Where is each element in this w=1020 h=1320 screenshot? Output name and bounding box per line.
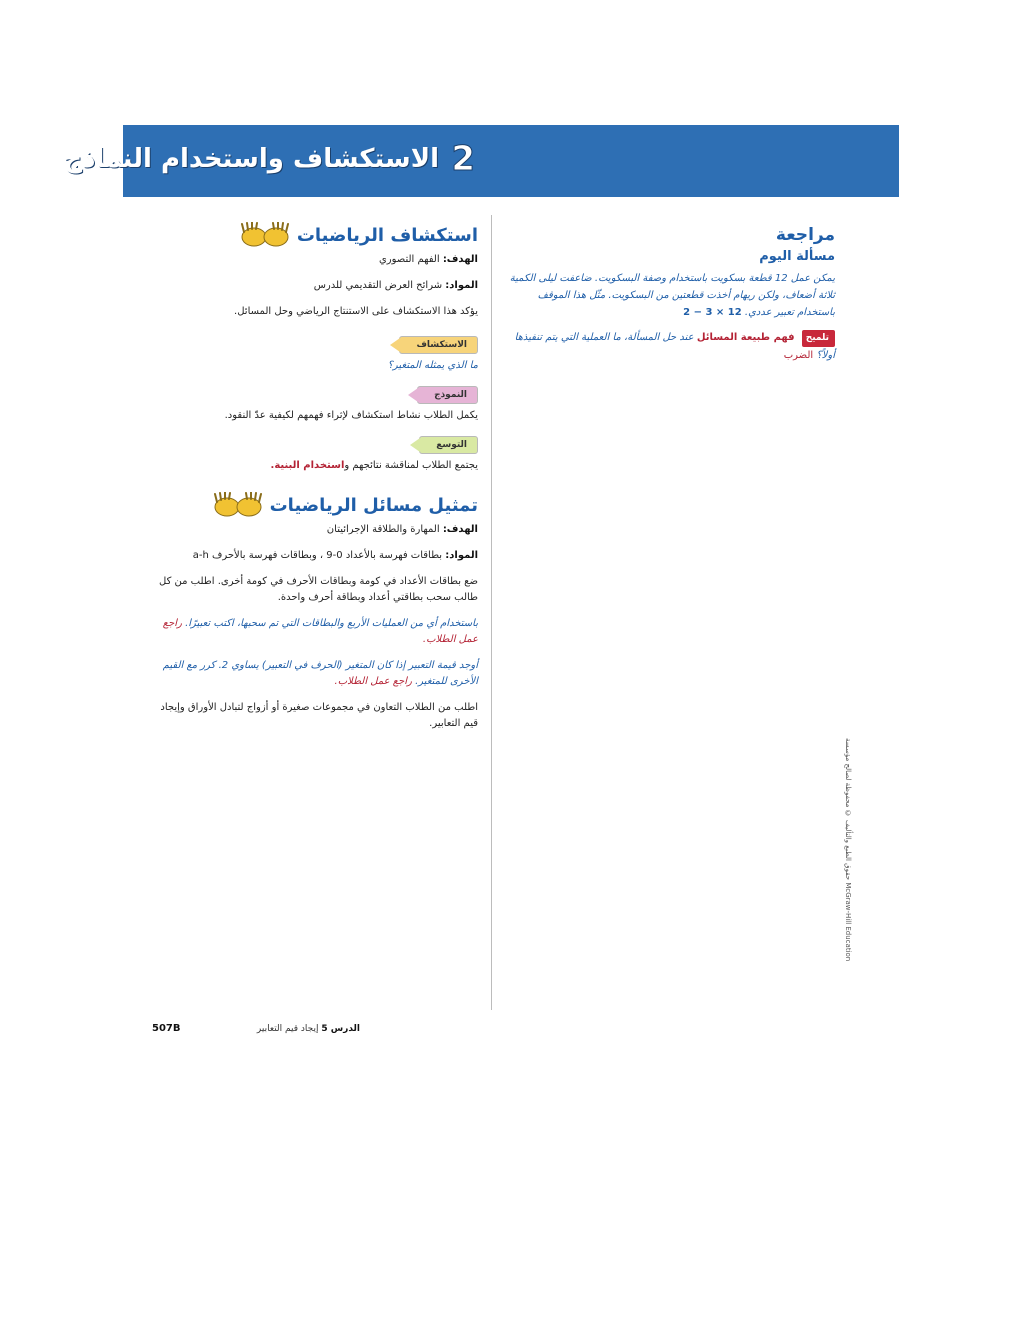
review-heading: مراجعة bbox=[775, 225, 835, 245]
extend-highlight: استخدام البنية. bbox=[270, 460, 345, 471]
review-column bbox=[505, 225, 835, 364]
p2-answer: راجع عمل الطلاب. bbox=[162, 618, 478, 645]
title-banner bbox=[63, 125, 899, 197]
tab-model: النموذج bbox=[417, 386, 478, 404]
explore-goal bbox=[150, 252, 478, 268]
explore-materials bbox=[150, 278, 478, 294]
explore-heading-row bbox=[150, 222, 478, 248]
explore-question: ما الذي يمثله المتغير؟ bbox=[387, 360, 478, 371]
tip-text: عند حل المسألة، ما العملية التي يتم تنفيذها أولاً؟ bbox=[514, 332, 835, 361]
p3-answer: راجع عمل الطلاب. bbox=[334, 676, 412, 687]
tab-extend: التوسع bbox=[419, 436, 478, 454]
goal-value: الفهم التصوري bbox=[378, 254, 440, 265]
page-title: الاستكشاف واستخدام النماذج bbox=[63, 144, 439, 174]
represent-heading: تمثيل مسائل الرياضيات bbox=[269, 494, 478, 516]
footer-lesson: الدرس 5 bbox=[321, 1024, 360, 1034]
page-number: 507B bbox=[152, 1023, 181, 1034]
footer-title: إيجاد قيم التعابير bbox=[256, 1024, 319, 1034]
goal-label: الهدف: bbox=[442, 254, 478, 265]
tip-label: فهم طبيعة المسائل bbox=[696, 332, 795, 343]
activities-column bbox=[150, 222, 478, 732]
chapter-number: 2 bbox=[451, 139, 475, 179]
represent-goal: الهدف: المهارة والطلاقة الإجرائيتان bbox=[326, 524, 478, 535]
represent-p1: ضع بطاقات الأعداد في كومة وبطاقات الأحرف في كومة أخرى. اطلب من كل طالب سحب بطاقتي أعداد وبطاقة أحرف واحدة. bbox=[159, 576, 478, 603]
hands-icon bbox=[212, 492, 264, 518]
represent-p3: أوجد قيمة التعبير إذا كان المتغير (الحرف في التعبير) يساوي 2. كرر مع القيم الأخرى للمتغير. راجع عمل الطلاب. bbox=[162, 660, 478, 687]
column-divider bbox=[491, 215, 492, 1010]
represent-p2: باستخدام أي من العمليات الأربع والبطاقات التي تم سحبها، اكتب تعبيرًا. راجع عمل الطلاب. bbox=[162, 618, 478, 645]
tab-explore: الاستكشاف bbox=[399, 336, 478, 354]
footer bbox=[200, 1024, 360, 1034]
represent-heading-row bbox=[150, 492, 478, 518]
problem-title: مسألة اليوم bbox=[759, 249, 835, 264]
tip-answer: الضرب bbox=[783, 350, 814, 361]
materials-value: شرائح العرض التقديمي للدرس bbox=[313, 280, 443, 291]
problem-body: يمكن عمل 12 قطعة بسكويت باستخدام وصفة البسكويت. ضاعفت ليلى الكمية ثلاثة أضعاف، ولكن ريهام أخذت قطعتين من البسكويت. مثّل هذا الموقف باستخدام تعبير عددي. bbox=[509, 273, 835, 318]
explore-intro: يؤكد هذا الاستكشاف على الاستنتاج الرياضي وحل المسائل. bbox=[234, 306, 478, 317]
hands-icon bbox=[239, 222, 291, 248]
copyright-credit: حقوق الطبع والتأليف © محفوظة لصالح مؤسسة McGraw-Hill Education bbox=[844, 738, 852, 962]
explore-heading: استكشاف الرياضيات bbox=[296, 224, 478, 246]
problem-text bbox=[505, 270, 835, 321]
extend-text: يجتمع الطلاب لمناقشة نتائجهم واستخدام البنية. bbox=[270, 460, 478, 471]
represent-p4: اطلب من الطلاب التعاون في مجموعات صغيرة أو أزواج لتبادل الأوراق وإيجاد قيم التعابير. bbox=[160, 702, 478, 729]
tip-badge: تلميح bbox=[802, 330, 835, 347]
problem-expression: 12 × 3 − 2 bbox=[683, 307, 742, 318]
represent-materials-value: بطاقات فهرسة بالأعداد 0-9 ، وبطاقات فهرسة بالأحرف a-h bbox=[192, 550, 443, 561]
represent-goal-value: المهارة والطلاقة الإجرائيتان bbox=[326, 524, 440, 535]
materials-label: المواد: bbox=[445, 280, 478, 291]
represent-materials: المواد: بطاقات فهرسة بالأعداد 0-9 ، وبطاقات فهرسة بالأحرف a-h bbox=[192, 550, 478, 561]
tip-box bbox=[505, 329, 835, 364]
model-text: يكمل الطلاب نشاط استكشاف لإثراء فهمهم لكيفية عدّ النقود. bbox=[224, 410, 478, 421]
